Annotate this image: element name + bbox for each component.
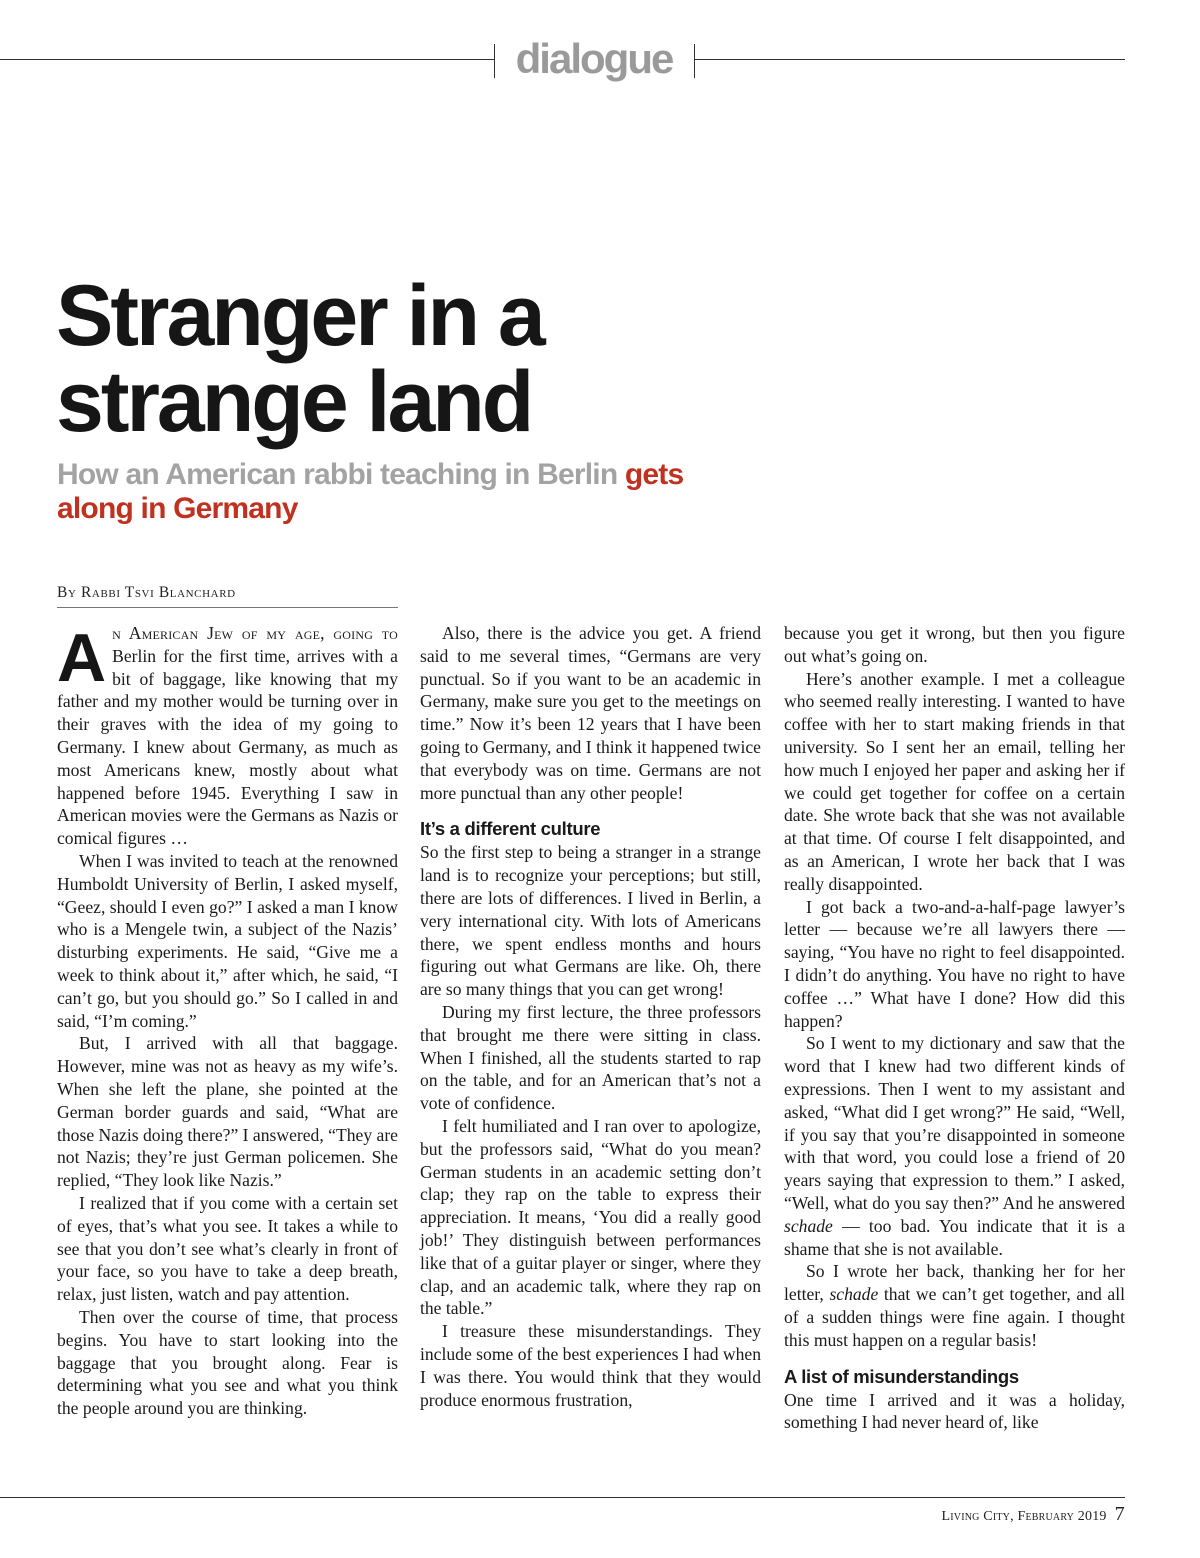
lead-in: n American Jew of my age, going to bbox=[112, 623, 398, 643]
paragraph: One time I arrived and it was a holiday, something I had never heard of, like bbox=[784, 1389, 1125, 1433]
paragraph-text: Berlin for the first time, arrives with a bit of baggage, like knowing that my father and my mother would be turning over in their graves with the idea of my going to Germany. I knew about Germany, as much as most Americans knew, mostly about what happened before 1945. Everything I saw in American movies were the Germans as Nazis or comical figures … bbox=[57, 645, 398, 849]
subheading: It’s a different culture bbox=[420, 818, 601, 840]
title-line-1: Stranger in a bbox=[56, 268, 543, 364]
header-tick-left bbox=[494, 44, 495, 78]
paragraph: I felt humiliated and I ran over to apologize, but the professors said, “What do you mean? German students in an academic setting don’t clap; they rap on the table to express their appreciation. It means, ‘You did a really good job!’ They distinguish between performances like that of a guitar player or singer, where they clap, and an academic talk, where they rap on the table.” bbox=[420, 1115, 761, 1319]
paragraph: During my first lecture, the three professors that brought me there were sitting in class. When I finished, all the students started to rap on the table, and for an American that’s not a vote of confidence. bbox=[420, 1001, 761, 1114]
paragraph: Then over the course of time, that process begins. You have to start looking into the baggage that you brought along. Fear is determining what you see and what you think the people around you are thinking. bbox=[57, 1306, 398, 1419]
footer-rule bbox=[0, 1497, 1125, 1498]
paragraph: Here’s another example. I met a colleague who seemed really interesting. I wanted to have coffee with her to start making friends in that university. So I sent her an email, telling her how much I enjoyed her paper and asking her if we could get together for coffee on a certain date. She wrote back that she was not available at that time. Of course I felt disappointed, and as an American, I wrote her back that I was really disappointed. bbox=[784, 668, 1125, 894]
paragraph: I treasure these misunderstandings. They include some of the best experiences I had when I was there. You would think that they would produce enormous frustration, bbox=[420, 1321, 761, 1410]
header-tick-right bbox=[694, 44, 695, 78]
section-label: dialogue bbox=[515, 35, 673, 82]
page-number: 7 bbox=[1114, 1503, 1125, 1525]
publication-name: Living City, February 2019 bbox=[941, 1509, 1107, 1524]
paragraph: Also, there is the advice you get. A friend said to me several times, “Germans are very punctual. So if you want to be an academic in Germany, make sure you get to the meetings on time.” Now it’s been 12 years that I have been going to Germany, and I think it happened twice that everybody was on time. Germans are not more punctual than any other people! bbox=[420, 623, 761, 803]
article-column-2 bbox=[420, 622, 761, 1411]
deck-accent: gets along in Germany bbox=[57, 458, 684, 525]
header-rule-left bbox=[0, 59, 494, 60]
paragraph bbox=[57, 622, 398, 850]
article-deck bbox=[57, 458, 697, 526]
paragraph-text: So I wrote her back, thanking her for her letter, bbox=[784, 1261, 1125, 1305]
paragraph-text: that we can’t get together, and all of a sudden things were fine again. I thought this must happen on a regular basis! bbox=[784, 1284, 1125, 1350]
paragraph-text: — too bad. You indicate that it is a shame that she is not available. bbox=[784, 1215, 1125, 1259]
paragraph: But, I arrived with all that baggage. However, mine was not as heavy as my wife’s. When she left the plane, she pointed at the German border guards and said, “What are those Nazis doing there?” I answered, “They are not Nazis; they’re just German policemen. She replied, “They look like Nazis.” bbox=[57, 1033, 398, 1191]
byline: By Rabbi Tsvi Blanchard bbox=[57, 584, 398, 608]
drop-cap: A bbox=[57, 620, 107, 696]
paragraph: I realized that if you come with a certain set of eyes, that’s what you see. It takes a while to see that you don’t see what’s clearly in front of your face, so you have to take a deep breath, relax, just listen, watch and pay attention. bbox=[57, 1192, 398, 1305]
paragraph: I got back a two-and-a-half-page lawyer’s letter — because we’re all lawyers there — saying, “You have no right to feel disappointed. I didn’t do anything. You have no right to have coffee …” What have I done? How did this happen? bbox=[784, 896, 1125, 1031]
paragraph: because you get it wrong, but then you figure out what’s going on. bbox=[784, 623, 1125, 666]
paragraph bbox=[784, 1260, 1125, 1351]
title-line-2: strange land bbox=[56, 354, 532, 450]
paragraph-text: So I went to my dictionary and saw that the word that I knew had two different kinds of expressions. Then I went to my assistant and asked, “What did I get wrong?” He said, “Well, if you say that you’re disappointed in someone with that word, you could lose a friend of 20 years saying that expression to them.” I asked, “Well, what do you say then?” And he answered bbox=[784, 1033, 1125, 1213]
article-column-1 bbox=[57, 622, 398, 1420]
italic-word: schade bbox=[829, 1284, 879, 1305]
page-footer bbox=[942, 1503, 1126, 1526]
italic-word: schade bbox=[784, 1215, 833, 1236]
header-rule-right bbox=[694, 59, 1125, 60]
paragraph: When I was invited to teach at the renowned Humboldt University of Berlin, I asked myself, “Geez, should I even go?” I asked a man I know who is a Mengele twin, a subject of the Nazis’ disturbing experiments. He said, “Give me a week to think about it,” after which, he said, “I can’t go, but you should go.” So I called in and said, “I’m coming.” bbox=[57, 850, 398, 1031]
article-column-3 bbox=[784, 622, 1125, 1434]
article-title bbox=[56, 268, 756, 450]
deck-gray: How an American rabbi teaching in Berlin bbox=[57, 458, 625, 491]
paragraph bbox=[784, 1032, 1125, 1260]
paragraph: So the first step to being a stranger in a strange land is to recognize your perceptions; but still, there are lots of differences. I lived in Berlin, a very international city. With lots of Americans there, we spent endless months and hours figuring out what Germans are like. Oh, there are so many things that you can get wrong! bbox=[420, 842, 761, 1000]
subheading: A list of misunderstandings bbox=[784, 1365, 1019, 1387]
